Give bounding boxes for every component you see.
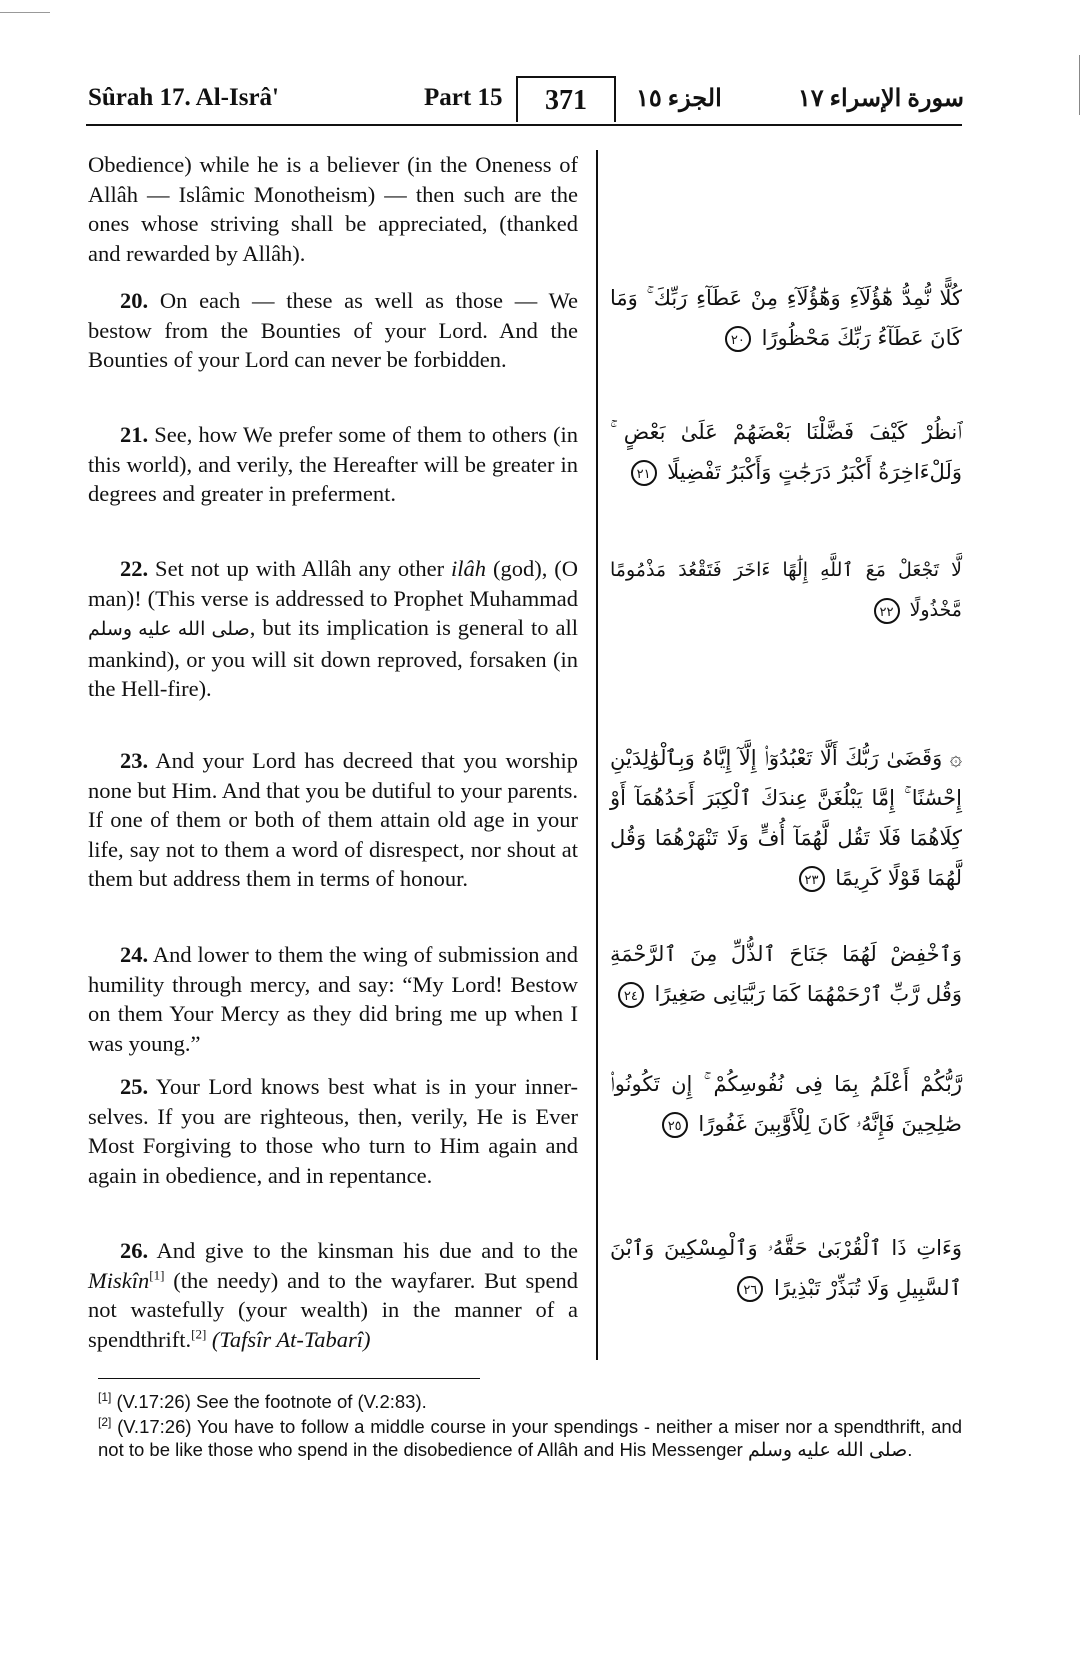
italic-term: Miskîn [88, 1267, 150, 1293]
arabic-verse-text: وَءَاتِ ذَا ٱلْقُرْبَىٰ حَقَّهُۥ وَٱلْمِسْكِينَ وَٱبْنَ ٱلسَّبِيلِ وَلَا تُبَذِّرْ تَبْذِيرًا [610, 1236, 962, 1300]
footnote-text-end: . [907, 1439, 913, 1460]
paragraph-verse-25 [88, 1072, 578, 1190]
paragraph-verse-26 [88, 1236, 578, 1354]
verse-number: 25. [120, 1074, 149, 1099]
arabic-verse-20 [610, 278, 962, 358]
page-header [88, 78, 1014, 122]
tafsir-citation: (Tafsîr At-Tabarî) [211, 1326, 371, 1352]
footnote-ref-1[interactable]: [1] [149, 1267, 165, 1282]
arabic-verse-text: وَٱخْفِضْ لَهُمَا جَنَاحَ ٱلذُّلِّ مِنَ ٱلرَّحْمَةِ وَقُل رَّبِّ ٱرْحَمْهُمَا كَمَا رَبَّيَانِى صَغِيرًا [610, 942, 962, 1006]
footnotes [98, 1390, 962, 1464]
header-surah-english: Sûrah 17. Al-Isrâ' [88, 84, 280, 111]
arabic-verse-text: كُلًّا نُّمِدُّ هَٰٓؤُلَآءِ وَهَٰٓؤُلَآءِ مِنْ عَطَآءِ رَبِّكَ ۚ وَمَا كَانَ عَطَآءُ رَبِّكَ مَحْظُورًا [610, 286, 962, 350]
footnote-marker: [1] [98, 1389, 112, 1404]
top-edge-rule [0, 12, 50, 13]
paragraph-verse-22 [88, 554, 578, 704]
verse-number: 26. [120, 1238, 149, 1263]
paragraph-text: , but its implication is general to all mankind), or you will sit down reproved, forsaken (in the Hell-fire). [88, 615, 578, 701]
paragraph-verse-21 [88, 420, 578, 509]
paragraph-text: And lower to them the wing of submission and humility through mercy, and say: “My Lord! Bestow on them Your Mercy as they did bring me up when I was young.” [88, 942, 578, 1056]
page-edge-mark [1079, 55, 1080, 115]
paragraph-verse-23 [88, 746, 578, 894]
arabic-verse-25 [610, 1064, 962, 1144]
header-part-english: Part 15 [424, 84, 503, 111]
column-divider [596, 150, 598, 1360]
footnote-rule [98, 1378, 480, 1379]
verse-end-marker: ٢١ [631, 460, 657, 486]
verse-end-marker: ٢٣ [799, 866, 825, 892]
paragraph-text: See, how We prefer some of them to others (in this world), and verily, the Hereafter will be greater in degrees and greater in preferment. [88, 422, 578, 506]
footnote-marker: [2] [98, 1414, 112, 1429]
paragraph-verse-24 [88, 940, 578, 1058]
arabic-verse-text: ٱنظُرْ كَيْفَ فَضَّلْنَا بَعْضَهُمْ عَلَىٰ بَعْضٍ ۚ وَلَلْءَاخِرَةُ أَكْبَرُ دَرَجَٰتٍ وَأَكْبَرُ تَفْضِيلًا [610, 420, 962, 484]
verse-end-marker: ٢٤ [618, 982, 644, 1008]
paragraph-verse-20 [88, 286, 578, 375]
arabic-verse-text: ۞ وَقَضَىٰ رَبُّكَ أَلَّا تَعْبُدُوٓا۟ إِلَّآ إِيَّاهُ وَبِٱلْوَٰلِدَيْنِ إِحْسَٰنًا ۚ إِمَّا يَبْلُغَنَّ عِندَكَ ٱلْكِبَرَ أَحَدُهُمَآ أَوْ كِلَاهُمَا فَلَا تَقُل لَّهُمَآ أُفٍّ وَلَا تَنْهَرْهُمَا وَقُل لَّهُمَا قَوْلًا كَرِيمًا [610, 746, 962, 890]
paragraph-text: (god), (O man)! (This verse is addressed to Prophet Muhammad [88, 556, 579, 611]
header-juz-arabic: الجزء ١٥ [636, 86, 722, 112]
verse-number: 23. [120, 748, 149, 773]
arabic-verse-text: لَّا تَجْعَلْ مَعَ ٱللَّهِ إِلَٰهًا ءَاخَرَ فَتَقْعُدَ مَذْمُومًا مَّخْذُولًا [610, 559, 962, 621]
arabic-verse-22 [610, 550, 962, 630]
salawat-inline: صلى الله عليه وسلم [88, 619, 250, 640]
arabic-verse-24 [610, 934, 962, 1014]
arabic-verse-26 [610, 1228, 962, 1308]
arabic-verse-text: رَّبُّكُمْ أَعْلَمُ بِمَا فِى نُفُوسِكُمْ ۚ إِن تَكُونُوا۟ صَٰلِحِينَ فَإِنَّهُۥ كَانَ لِلْأَوَّٰبِينَ غَفُورًا [610, 1072, 962, 1136]
italic-term: ilâh [451, 556, 487, 581]
paragraph-text: And give to the kinsman his due and to the [148, 1238, 578, 1263]
header-surah-arabic: سورة الإسراء ١٧ [797, 86, 964, 112]
page-number: 371 [516, 76, 616, 122]
footnote-text: (V.17:26) You have to follow a middle course in your spendings - neither a miser nor a spendthrift, and not to be like those who spend in the disobedience of Allâh and His Messenger [98, 1416, 962, 1460]
paragraph-text: Obedience) while he is a believer (in the Oneness of Allâh — Islâmic Monotheism) — then such are the ones whose striving shall be appreciated, (thanked and rewarded by Allâh). [88, 152, 578, 266]
arabic-verse-23 [610, 738, 962, 898]
verse-end-marker: ٢٠ [725, 326, 751, 352]
paragraph-continuation [88, 150, 578, 268]
footnote-ref-2[interactable]: [2] [191, 1326, 207, 1341]
paragraph-text: On each — these as well as those — We bestow from the Bounties of your Lord. And the Bounties of your Lord can never be forbidden. [88, 288, 578, 372]
verse-number: 24. [120, 942, 149, 967]
verse-end-marker: ٢٥ [662, 1112, 688, 1138]
paragraph-text: Set not up with Allâh any other [148, 556, 452, 581]
verse-number: 20. [120, 288, 149, 313]
verse-end-marker: ٢٢ [874, 598, 900, 624]
header-rule [86, 124, 962, 126]
paragraph-text: Your Lord knows best what is in your inner-selves. If you are righteous, then, verily, He is Ever Most Forgiving to those who turn to Him again and again in obedience, and in repentance. [88, 1074, 578, 1188]
paragraph-text: And your Lord has decreed that you worship none but Him. And that you be dutiful to your parents. If one of them or both of them attain old age in your life, say not to them a word of disrespect, nor shout at them but address them in terms of honour. [88, 748, 578, 891]
footnote-2 [98, 1415, 962, 1462]
salawat-inline: صلى الله عليه وسلم [747, 1440, 908, 1461]
paragraph-text: (the needy) and to the wayfarer. But spend not wastefully (your wealth) in the manner of a spendthrift. [88, 1267, 578, 1352]
arabic-verse-21 [610, 412, 962, 492]
verse-end-marker: ٢٦ [737, 1276, 763, 1302]
footnote-text: (V.17:26) See the footnote of (V.2:83). [111, 1391, 427, 1412]
footnote-1 [98, 1390, 962, 1413]
verse-number: 22. [120, 556, 149, 581]
verse-number: 21. [120, 422, 149, 447]
